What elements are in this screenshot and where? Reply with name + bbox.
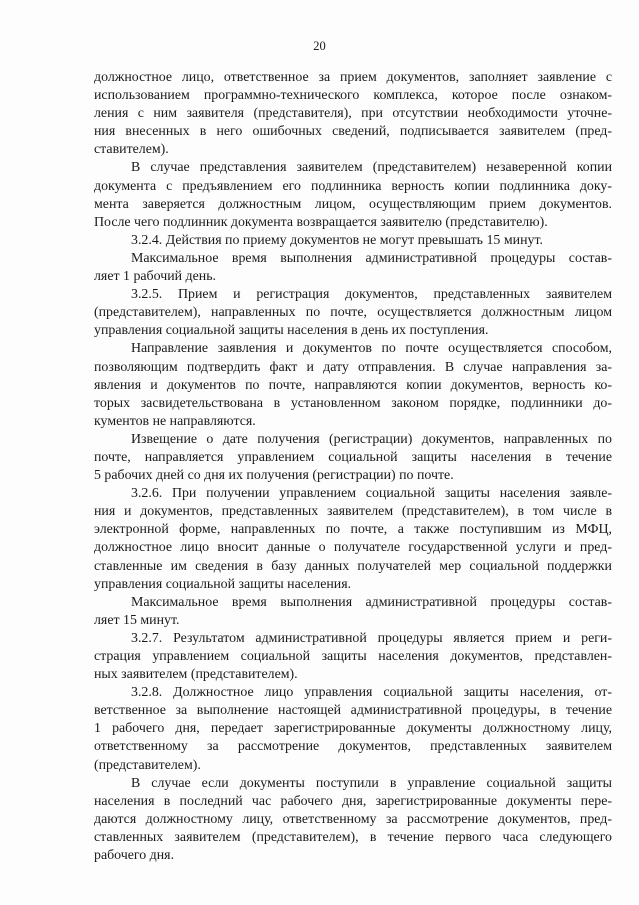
text-line: После чего подлинник документа возвращается заявителю (представителю).	[94, 214, 548, 230]
text-line: ляет 15 минут.	[94, 612, 180, 628]
page-number: 20	[313, 39, 326, 53]
text-line: В случае представления заявителем (представителем) незаверенной копии	[131, 160, 612, 176]
text-line: 3.2.4. Действия по приему документов не могут превышать 15 минут.	[131, 232, 543, 248]
text-line: ных заявителем (представителем).	[94, 667, 298, 683]
text-line: В случае если документы поступили в управление социальной защиты	[131, 775, 612, 791]
text-line: ляет 1 рабочий день.	[94, 269, 217, 285]
text-line: использованием программно-технического комплекса, которое после ознаком-	[94, 88, 612, 104]
text-line: торых засвидетельствована в установленном законом порядке, подлинники до-	[94, 395, 612, 411]
text-line: населения в последний час рабочего дня, зарегистрированные документы пере-	[94, 793, 612, 809]
text-line: 3.2.6. При получении управлением социальной защиты населения заявле-	[131, 486, 612, 502]
text-line: мента заверяется должностным лицом, осуществляющим прием документов.	[94, 196, 612, 212]
text-line: даются должностному лицу, ответственному за рассмотрение документов, пред-	[94, 811, 612, 827]
text-line: (представителем), направленных по почте, осуществляется должностным лицом	[94, 305, 612, 321]
text-line: страция управлением социальной защиты населения документов, представлен-	[94, 649, 612, 664]
text-line: электронной форме, направленных по почте, а также поступившим из МФЦ,	[94, 522, 612, 538]
text-line: ния и документов, представленных заявителем (представителем), в том числе в	[94, 504, 612, 520]
text-line: рабочего дня.	[94, 848, 175, 864]
text-line: Максимальное время выполнения административной процедуры состав-	[131, 594, 612, 610]
text-line: ставленные им сведения в базу данных получателей мер социальной поддержки	[94, 558, 612, 574]
text-line: позволяющим подтвердить факт и дату отправления. В случае направления за-	[94, 359, 612, 375]
text-line: 3.2.8. Должностное лицо управления социальной защиты населения, от-	[131, 685, 612, 701]
text-line: управления социальной защиты населения в день их поступления.	[94, 323, 489, 339]
text-line: Максимальное время выполнения административной процедуры состав-	[131, 250, 612, 266]
text-line: Направление заявления и документов по почте осуществляется способом,	[131, 341, 612, 357]
text-line: кументов не направляются.	[94, 413, 256, 429]
text-line: явления и документов по почте, направляются копии документов, верность ко-	[94, 377, 612, 393]
text-line: должностное лицо, ответственное за прием документов, заполняет заявление с	[94, 70, 612, 85]
text-line: документа с предъявлением его подлинника верность копии подлинника доку-	[94, 178, 612, 194]
document-text	[94, 69, 612, 865]
text-line: ставителем).	[94, 142, 169, 158]
text-line: 5 рабочих дней со дня их получения (регистрации) по почте.	[94, 468, 454, 484]
text-line: ответственному за рассмотрение документов, представленных заявителем	[94, 739, 612, 755]
text-line: Извещение о дате получения (регистрации) документов, направленных по	[131, 431, 612, 447]
text-line: ния внесенных в него ошибочных сведений, подписывается заявителем (пред-	[94, 124, 612, 140]
text-line: 1 рабочего дня, передает зарегистрированные документы должностному лицу,	[94, 721, 612, 737]
text-line: должностное лицо вносит данные о получателе государственной услуги и пред-	[94, 540, 612, 556]
text-line: ставленных заявителем (представителем), в течение первого часа следующего	[94, 829, 612, 845]
text-line: управления социальной защиты населения.	[94, 576, 352, 592]
text-line: ления с ним заявителя (представителя), при отсутствии необходимости уточне-	[94, 106, 612, 122]
text-line: 3.2.5. Прием и регистрация документов, представленных заявителем	[131, 287, 612, 303]
text-line: почте, направляется управлением социальной защиты населения в течение	[94, 449, 612, 465]
text-line: 3.2.7. Результатом административной процедуры является прием и реги-	[131, 630, 612, 646]
text-line: (представителем).	[94, 757, 201, 773]
text-line: ветственное за выполнение настоящей административной процедуры, в течение	[94, 703, 612, 719]
